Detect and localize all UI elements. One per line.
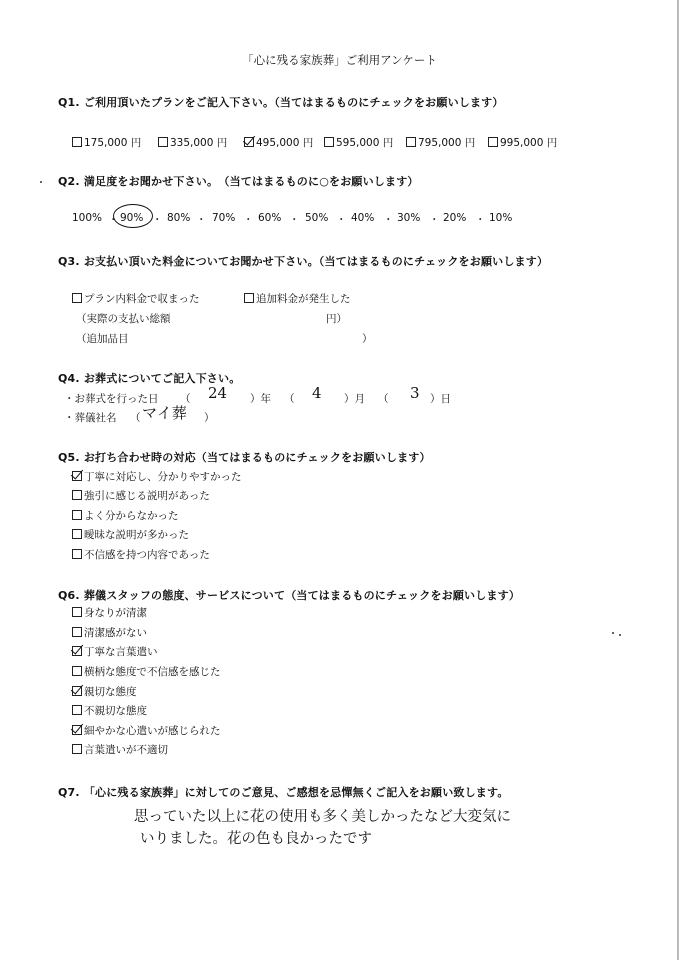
checkbox-icon[interactable] [72,705,82,715]
q2-separator: ・ [289,214,300,226]
scan-speck [612,632,614,634]
q1-option-495000[interactable]: 495,000 円 [244,135,313,150]
q4-date-label: ・お葬式を行った日 [64,393,159,405]
q6-question: Q6. 葬儀スタッフの態度、サービスについて（当てはまるものにチェックをお願いします） [58,589,521,602]
q6-option[interactable]: 清潔感がない [72,625,147,640]
q1-option-795000[interactable]: 795,000 円 [406,135,475,150]
q5-question: Q5. お打ち合わせ時の対応（当てはまるものにチェックをお願いします） [58,451,431,464]
q5-option[interactable]: 丁寧に対応し、分かりやすかった [72,469,242,484]
q2-scale-20[interactable]: 20% [443,212,467,224]
checked-checkbox-icon[interactable] [72,686,82,696]
q6-option[interactable]: 身なりが清潔 [72,605,147,620]
q1-option-335000[interactable]: 335,000 円 [158,135,227,150]
q4-company-value[interactable]: マイ葬 [142,404,187,422]
q1-option-995000[interactable]: 995,000 円 [488,135,557,150]
checkbox-icon[interactable] [72,549,82,559]
q3-close-paren: ） [362,333,373,345]
q6-option[interactable]: 細やかな心遣いが感じられた [72,723,221,738]
q2-separator: ・ [475,214,486,226]
checked-checkbox-icon[interactable] [72,725,82,735]
q2-separator: ・ [243,214,254,226]
q2-separator: ・ [336,214,347,226]
q3-option-plan[interactable]: プラン内料金で収まった [72,291,200,306]
q3-option-extra[interactable]: 追加料金が発生した [244,291,351,306]
q1-option-595000[interactable]: 595,000 円 [324,135,393,150]
q6-option[interactable]: 横柄な態度で不信感を感じた [72,664,221,679]
q4-year-label: ）年 [250,393,271,405]
q3-actual-paid-label: （実際の支払い総額 [76,313,171,325]
q5-option[interactable]: 強引に感じる説明があった [72,488,210,503]
q4-question: Q4. お葬式についてご記入下さい。 [58,372,241,385]
q1-option-175000[interactable]: 175,000 円 [72,135,141,150]
checkbox-icon[interactable] [72,293,82,303]
q2-scale-10[interactable]: 10% [489,212,513,224]
checkbox-icon[interactable] [72,490,82,500]
q5-option[interactable]: 不信感を持つ内容であった [72,547,210,562]
q2-scale-80[interactable]: 80% [167,212,191,224]
q6-option[interactable]: 不親切な態度 [72,703,147,718]
q2-question: Q2. 満足度をお聞かせ下さい。 （当てはまるものに○をお願いします） [58,175,419,188]
q3-yen-label: 円） [326,313,347,325]
q4-day-label: ）日 [430,393,451,405]
checkbox-icon[interactable] [244,293,254,303]
q4-day-value[interactable]: 3 [410,384,420,402]
q2-scale-50[interactable]: 50% [305,212,329,224]
q2-scale-90[interactable]: 90% [120,212,144,224]
q4-year-open: （ [180,393,191,405]
q2-separator: ・ [152,214,163,226]
checkbox-icon[interactable] [72,744,82,754]
q2-separator: ・ [429,214,440,226]
checkbox-icon[interactable] [324,137,334,147]
q1-question: Q1. ご利用頂いたプランをご記入下さい。（当てはまるものにチェックをお願いします） [58,96,504,109]
q2-separator: ・ [383,214,394,226]
q2-scale-70[interactable]: 70% [212,212,236,224]
scan-speck [619,634,621,636]
q7-question: Q7. 「心に残る家族葬」に対してのご意見、ご感想を忌憚無くご記入をお願い致します。 [58,786,509,799]
checkbox-icon[interactable] [488,137,498,147]
q4-day-open: （ [378,393,389,405]
checkbox-icon[interactable] [158,137,168,147]
q4-company-close: ） [204,412,215,424]
q4-year-value[interactable]: 24 [208,384,228,402]
q6-option[interactable]: 言葉遣いが不適切 [72,742,168,757]
checkbox-icon[interactable] [72,137,82,147]
q7-answer-line1[interactable]: 思っていた以上に花の使用も多く美しかったなど大変気に [134,809,511,825]
scan-speck [40,181,42,183]
checkbox-icon[interactable] [406,137,416,147]
q2-scale-40[interactable]: 40% [351,212,375,224]
q6-option[interactable]: 丁寧な言葉遣い [72,644,158,659]
checkbox-icon[interactable] [72,627,82,637]
q7-answer-line2[interactable]: いりました。花の色も良かったです [140,831,372,847]
q4-month-value[interactable]: 4 [312,384,322,402]
checkbox-icon[interactable] [72,666,82,676]
checked-checkbox-icon[interactable] [244,137,254,147]
q5-option[interactable]: よく分からなかった [72,508,179,523]
checkbox-icon[interactable] [72,529,82,539]
q2-separator: ・ [196,214,207,226]
q4-company-label: ・葬儀社名 [64,412,117,424]
checked-checkbox-icon[interactable] [72,471,82,481]
q4-month-label: ）月 [344,393,365,405]
q3-question: Q3. お支払い頂いた料金についてお聞かせ下さい。（当てはまるものにチェックをお願いします） [58,255,549,268]
checkbox-icon[interactable] [72,607,82,617]
checked-checkbox-icon[interactable] [72,646,82,656]
q2-separator: ・ [108,214,119,226]
q4-month-open: （ [284,393,295,405]
q6-option[interactable]: 親切な態度 [72,684,137,699]
q5-option[interactable]: 曖昧な説明が多かった [72,527,189,542]
checkbox-icon[interactable] [72,510,82,520]
q4-company-open: （ [130,412,141,424]
q3-extra-items-label: （追加品目 [76,333,129,345]
q2-scale-60[interactable]: 60% [258,212,282,224]
q2-scale-100[interactable]: 100% [72,212,103,224]
page-title: 「心に残る家族葬」ご利用アンケート [242,53,437,67]
q2-scale-30[interactable]: 30% [397,212,421,224]
